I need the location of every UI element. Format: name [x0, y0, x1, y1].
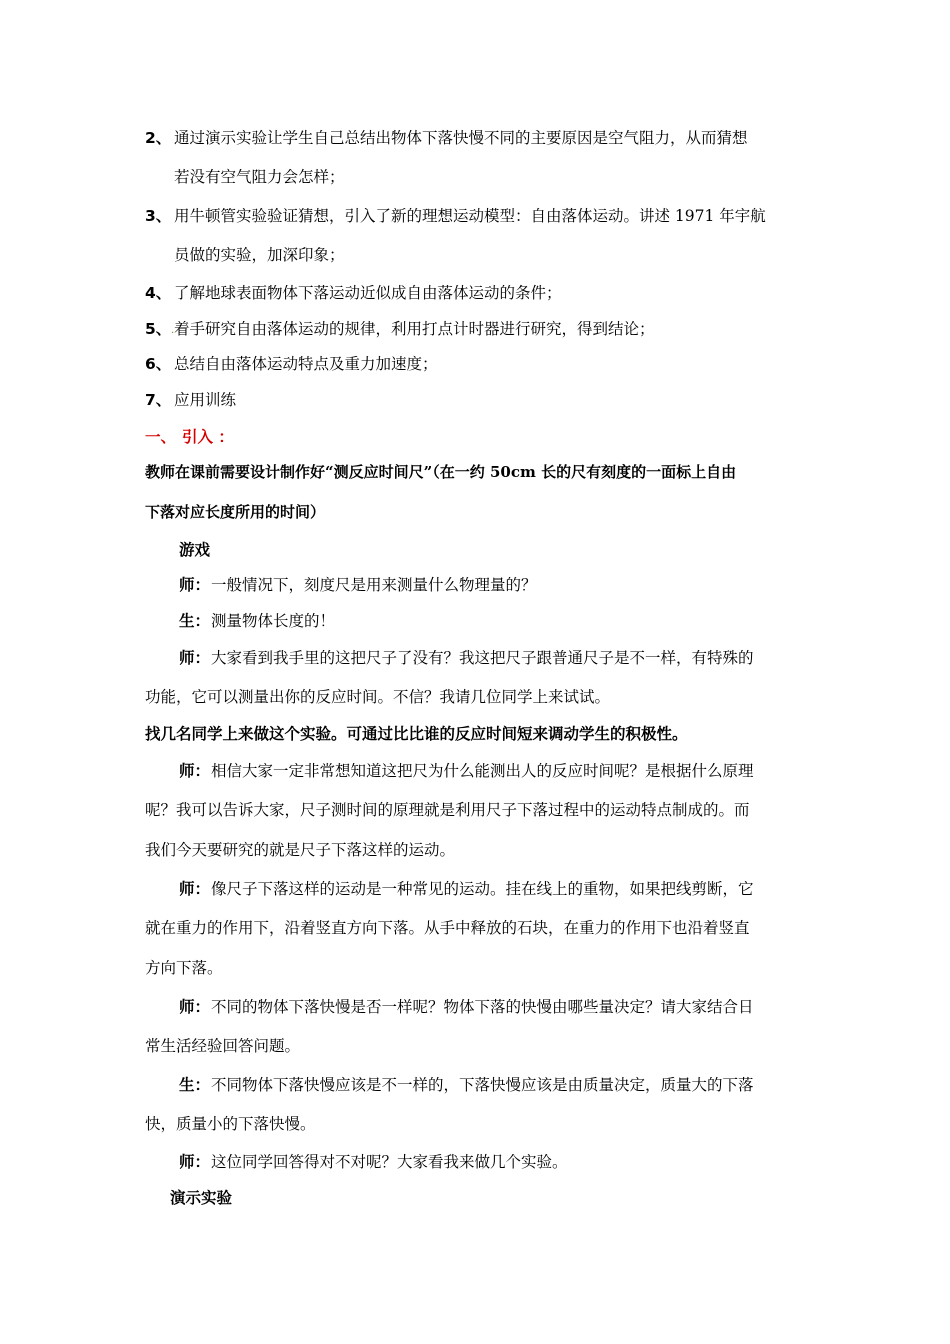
dialogue-text-continued: 快，质量小的下落快慢。 — [145, 1115, 316, 1133]
step-text: 应用训练 — [174, 391, 237, 409]
step-number: 3、 — [145, 207, 172, 225]
dialogue-text-continued: 我们今天要研究的就是尺子下落这样的运动。 — [145, 841, 456, 859]
intro-bold-text: 教师在课前需要设计制作好“测反应时间尺”（在一约 50cm 长的尺有刻度的一面标上自由 — [145, 463, 737, 481]
small-dot-mark: . — [171, 325, 175, 336]
speaker-label: 师： — [179, 648, 211, 667]
speaker-label: 师： — [179, 761, 211, 780]
dialogue-text-continued: 方向下落。 — [145, 959, 223, 977]
step-number: 2、 — [145, 129, 172, 147]
step-number: 6、 — [145, 355, 172, 373]
demo-label: 演示实验 — [170, 1188, 233, 1207]
step-text: 着手研究自由落体运动的规律，利用打点计时器进行研究，得到结论； — [174, 320, 655, 338]
section-number: 一、 — [145, 427, 177, 446]
intro-bold-text-continued: 下落对应长度所用的时间） — [145, 503, 326, 521]
dialogue-text: 像尺子下落这样的运动是一种常见的运动。挂在线上的重物，如果把线剪断，它 — [211, 880, 754, 898]
step-number: 4、 — [145, 284, 172, 302]
dialogue-text: 测量物体长度的！ — [211, 612, 336, 630]
speaker-label: 生： — [179, 1075, 211, 1094]
step-text-continued: 员做的实验，加深印象； — [174, 246, 345, 264]
step-text-continued: 若没有空气阻力会怎样； — [174, 168, 345, 186]
speaker-label: 师： — [179, 997, 211, 1016]
dialogue-text-continued: 功能，它可以测量出你的反应时间。不信？我请几位同学上来试试。 — [145, 688, 611, 706]
step-number: 5、 — [145, 320, 172, 338]
dialogue-text: 不同物体下落快慢应该是不一样的，下落快慢应该是由质量决定，质量大的下落 — [211, 1076, 754, 1094]
dialogue-text-continued: 呢？我可以告诉大家，尺子测时间的原理就是利用尺子下落过程中的运动特点制成的。而 — [145, 801, 750, 819]
step-text: 了解地球表面物体下落运动近似成自由落体运动的条件； — [174, 284, 562, 302]
speaker-label: 师： — [179, 879, 211, 898]
dialogue-text-continued: 常生活经验回答问题。 — [145, 1037, 301, 1055]
dialogue-text: 大家看到我手里的这把尺子了没有？我这把尺子跟普通尺子是不一样，有特殊的 — [211, 649, 754, 667]
game-label: 游戏 — [179, 540, 211, 559]
step-text: 总结自由落体运动特点及重力加速度； — [174, 355, 438, 373]
speaker-label: 师： — [179, 575, 211, 594]
step-text: 通过演示实验让学生自己总结出物体下落快慢不同的主要原因是空气阻力，从而猜想 — [174, 129, 748, 147]
dialogue-text: 这位同学回答得对不对呢？大家看我来做几个实验。 — [211, 1153, 568, 1171]
dialogue-text: 相信大家一定非常想知道这把尺为什么能测出人的反应时间呢？是根据什么原理 — [211, 762, 754, 780]
dialogue-text-continued: 就在重力的作用下，沿着竖直方向下落。从手中释放的石块，在重力的作用下也沿着竖直 — [145, 919, 750, 937]
dialogue-text: 不同的物体下落快慢是否一样呢？物体下落的快慢由哪些量决定？请大家结合日 — [211, 998, 754, 1016]
bold-note: 找几名同学上来做这个实验。可通过比比谁的反应时间短来调动学生的积极性。 — [145, 724, 688, 743]
speaker-label: 生： — [179, 611, 211, 630]
section-heading: 引入 ： — [182, 427, 234, 446]
step-number: 7、 — [145, 391, 172, 409]
dialogue-text: 一般情况下，刻度尺是用来测量什么物理量的？ — [211, 576, 537, 594]
speaker-label: 师： — [179, 1152, 211, 1171]
step-text: 用牛顿管实验验证猜想，引入了新的理想运动模型：自由落体运动。讲述 1971 年宇航 — [174, 207, 766, 225]
